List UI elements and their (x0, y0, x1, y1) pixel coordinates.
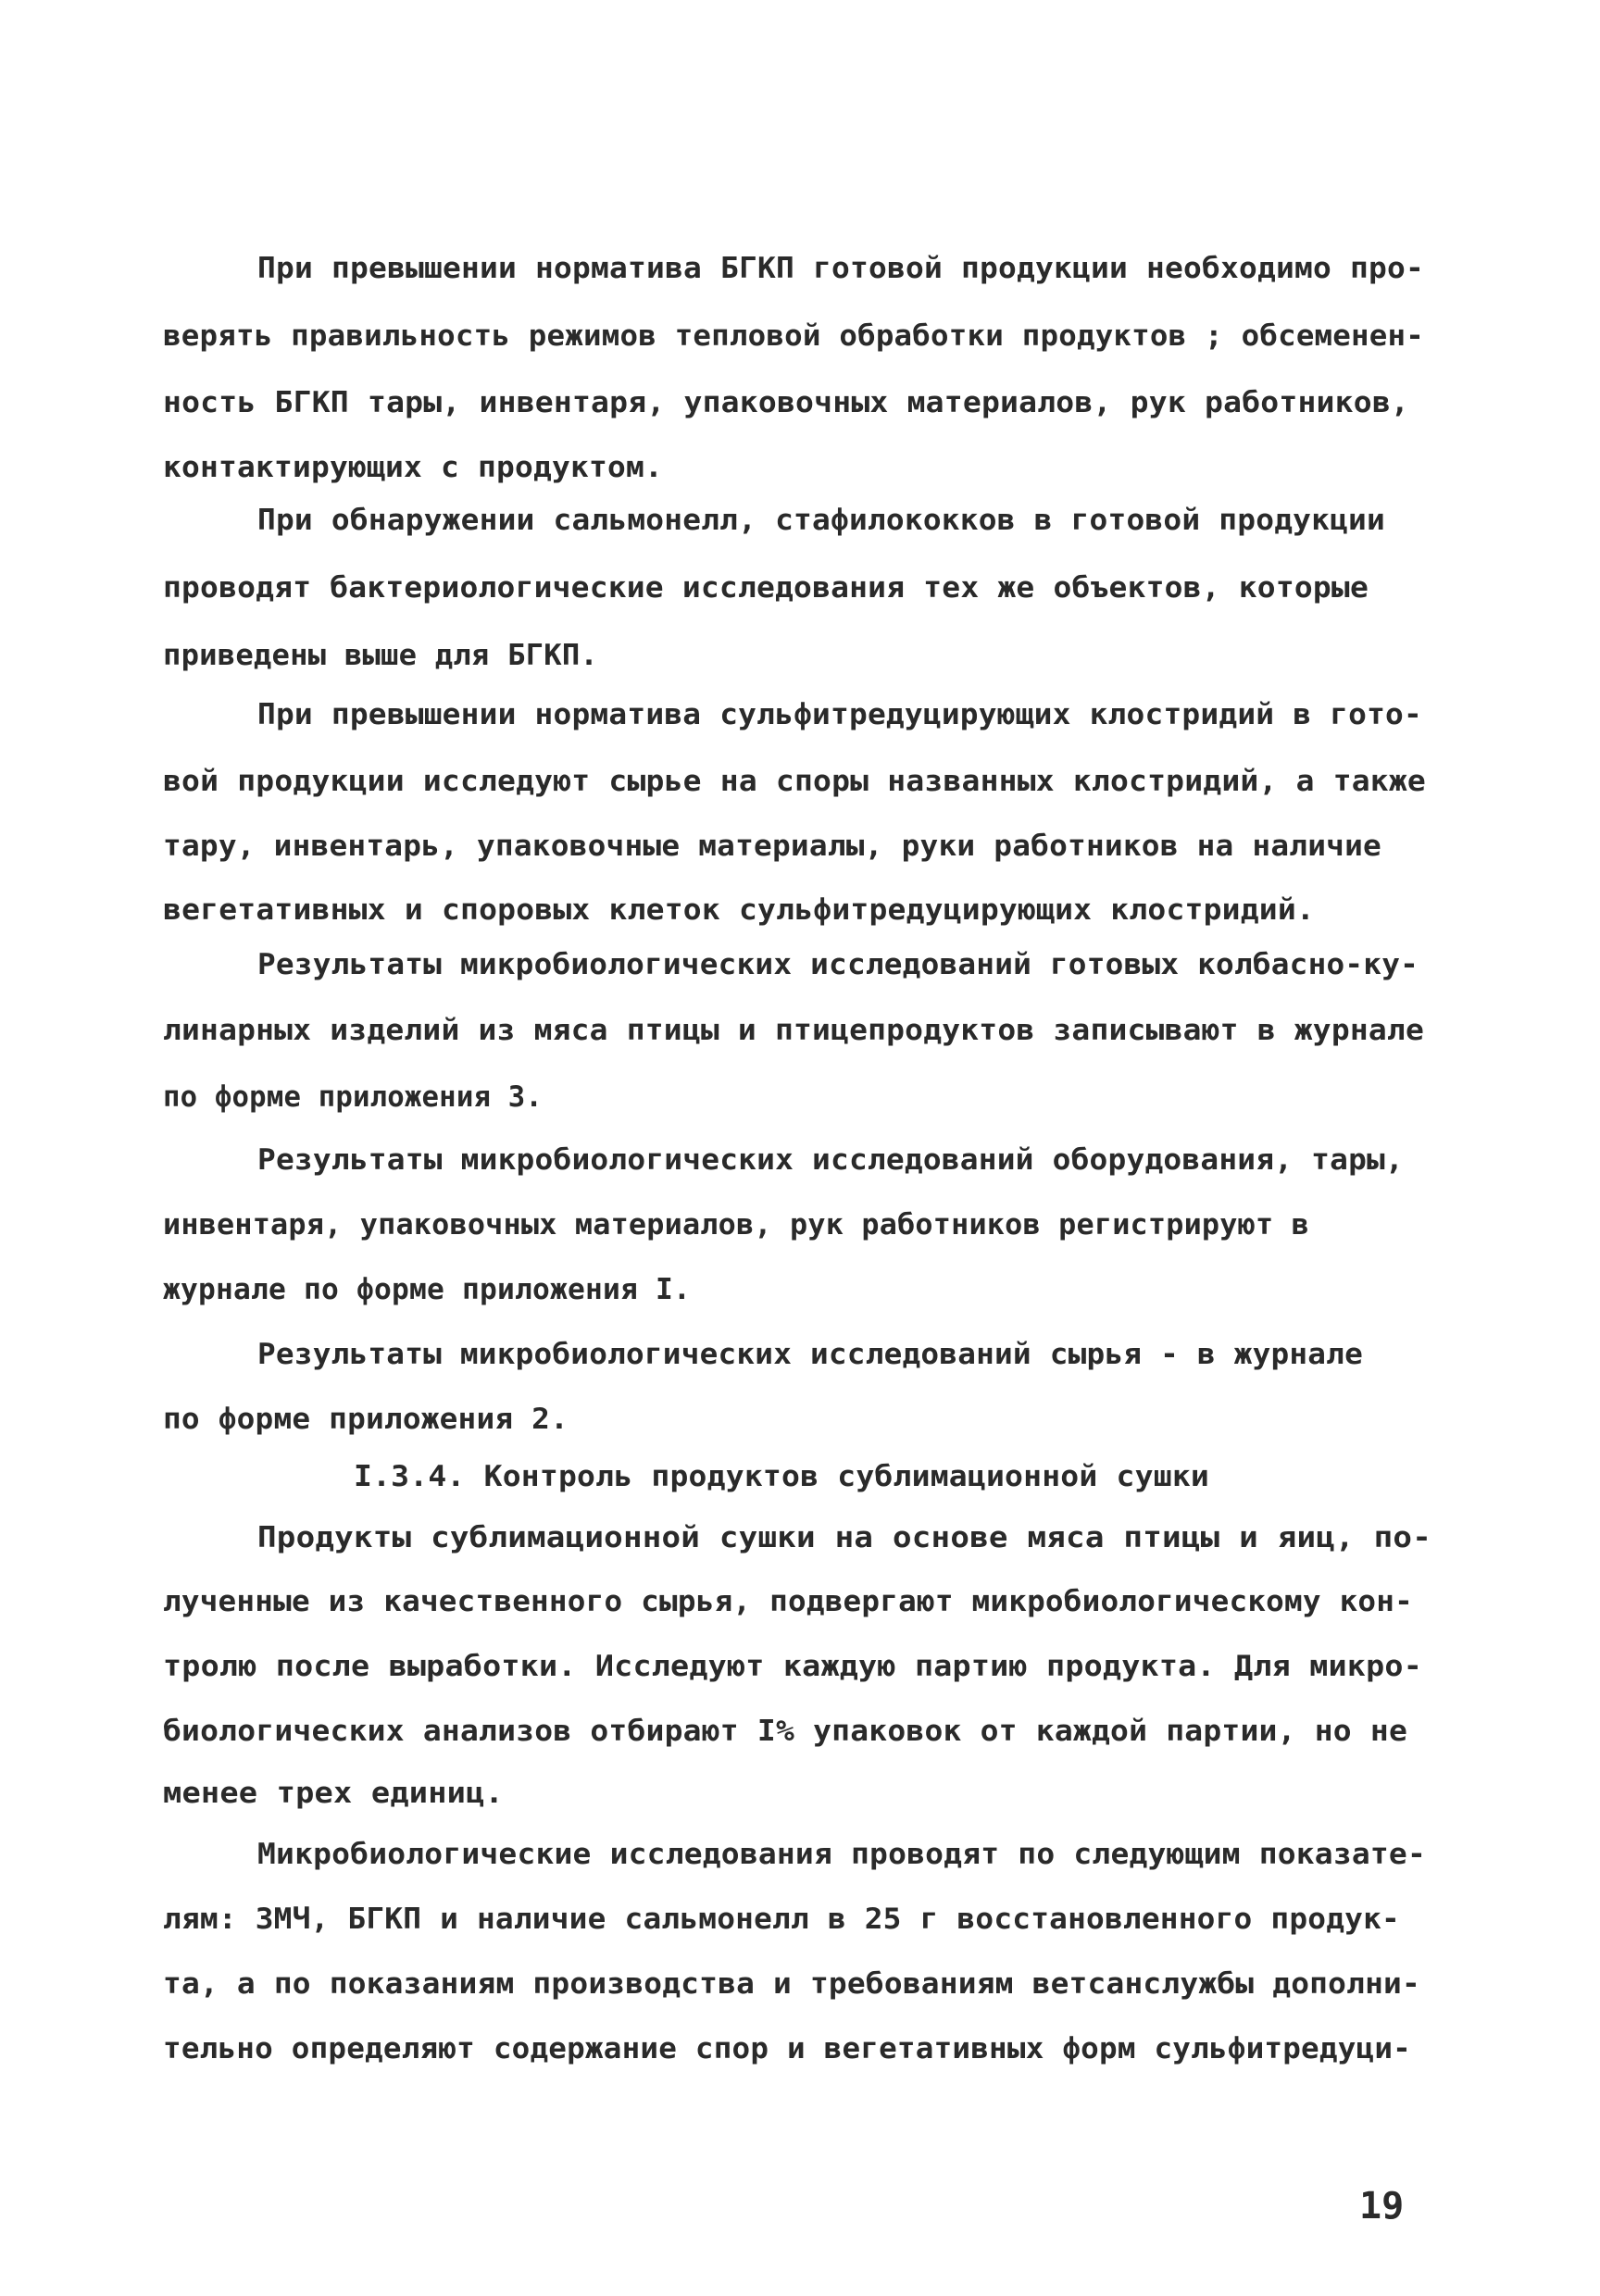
text-line: I.3.4. Контроль продуктов сублимационной сушки (354, 1460, 1209, 1493)
page-number: 19 (1359, 2185, 1405, 2227)
text-line: вой продукции исследуют сырье на споры названных клостридий, а также (163, 765, 1426, 798)
text-line: лученные из качественного сырья, подвергают микробиологическому кон- (163, 1585, 1413, 1618)
text-line: При превышении норматива БГКП готовой продукции необходимо про- (257, 252, 1424, 285)
text-line: Микробиологические исследования проводят по следующим показате- (257, 1838, 1427, 1871)
text-line: приведены выше для БГКП. (163, 639, 598, 672)
text-line: контактирующих с продуктом. (163, 451, 663, 484)
text-line: Результаты микробиологических исследований оборудования, тары, (257, 1143, 1404, 1177)
text-line: Продукты сублимационной сушки на основе мяса птицы и яиц, по- (257, 1521, 1431, 1554)
text-line: по форме приложения 2. (163, 1403, 569, 1436)
text-line: Результаты микробиологических исследований готовых колбасно-ку- (257, 948, 1419, 981)
text-line: та, а по показаниям производства и требованиям ветсанслужбы дополни- (163, 1967, 1420, 2001)
text-line: инвентаря, упаковочных материалов, рук работников регистрируют в (163, 1208, 1310, 1242)
text-line: При превышении норматива сульфитредуцирующих клостридий в гото- (257, 698, 1422, 731)
text-line: тролю после выработки. Исследуют каждую партию продукта. Для микро- (163, 1650, 1422, 1683)
text-line: по форме приложения 3. (163, 1080, 543, 1114)
text-line: проводят бактериологические исследования тех же объектов, которые (163, 571, 1369, 605)
text-line: Результаты микробиологических исследований сырья - в журнале (257, 1338, 1363, 1371)
text-line: вегетативных и споровых клеток сульфитредуцирующих клостридий. (163, 893, 1315, 927)
text-line: тару, инвентарь, упаковочные материалы, руки работников на наличие (163, 830, 1381, 863)
text-line: При обнаружении сальмонелл, стафилококков в готовой продукции (257, 504, 1385, 537)
text-line: тельно определяют содержание спор и вегетативных форм сульфитредуци- (163, 2032, 1411, 2065)
text-line: ность БГКП тары, инвентаря, упаковочных материалов, рук работников, (163, 386, 1410, 419)
text-line: биологических анализов отбирают I% упаковок от каждой партии, но не (163, 1715, 1407, 1748)
text-line: верять правильность режимов тепловой обработки продуктов ; обсеменен- (163, 319, 1424, 353)
text-line: менее трех единиц. (163, 1777, 504, 1810)
text-line: лям: ЗМЧ, БГКП и наличие сальмонелл в 25 г восстановленного продук- (163, 1903, 1400, 1936)
text-line: линарных изделий из мяса птицы и птицепродуктов записывают в журнале (163, 1014, 1424, 1047)
text-line: журнале по форме приложения I. (163, 1273, 691, 1306)
